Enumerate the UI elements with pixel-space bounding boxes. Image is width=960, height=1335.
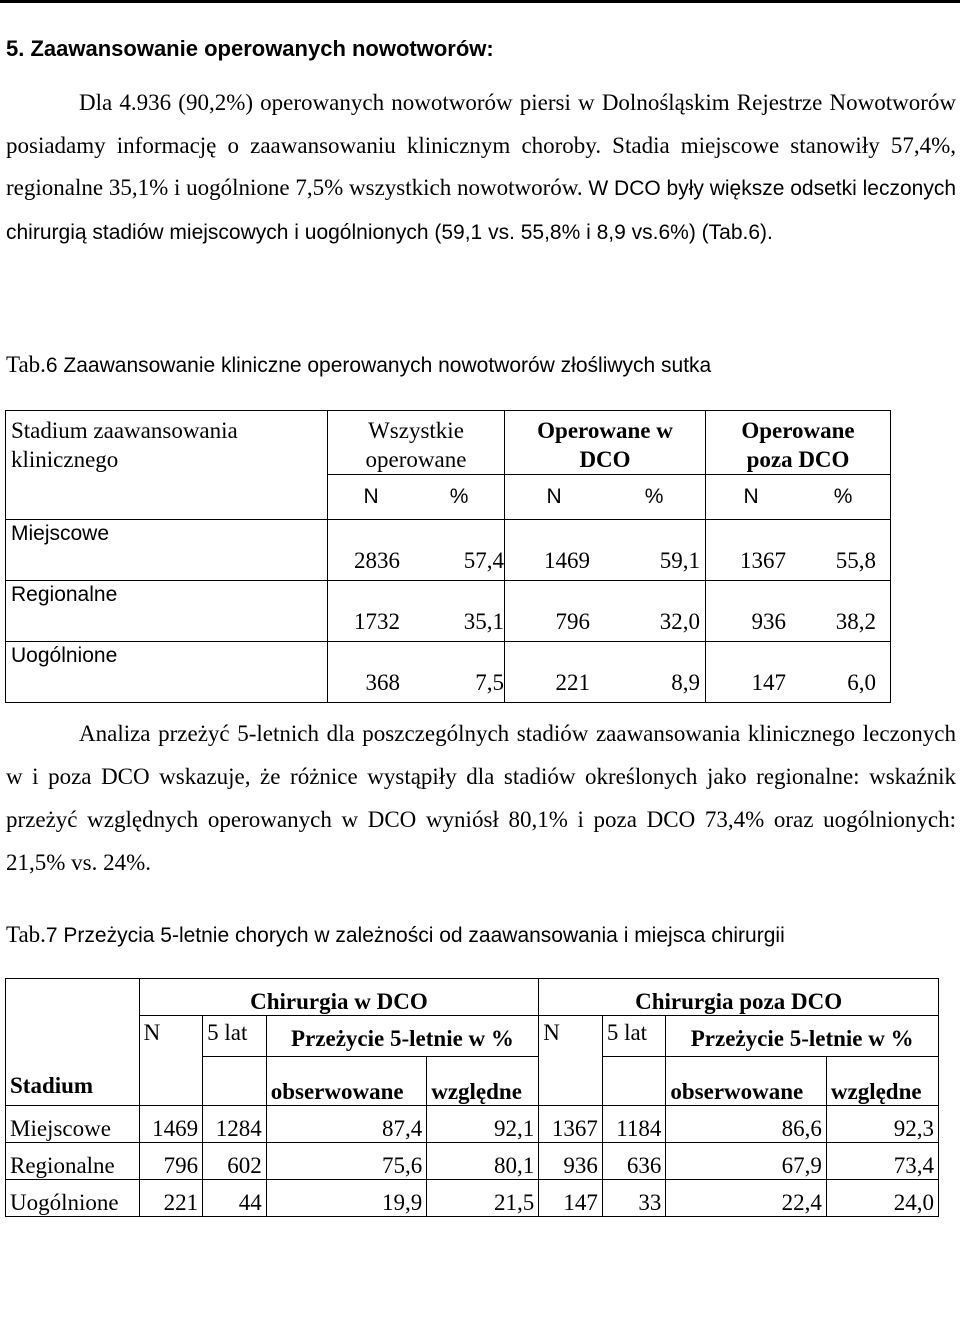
table7-header-n [539,1016,603,1106]
stage-cell [6,520,328,581]
value-n: 1367 [740,548,786,573]
caption-prefix: Tab. [6,922,46,947]
table6-caption [6,352,711,378]
value-n: 2836 [354,548,400,573]
value-cell [427,1106,539,1143]
table7-header-obs [266,1057,427,1106]
header-text: N [543,1020,560,1045]
table7 [5,978,939,1217]
header-text: Chirurgia poza DCO [635,989,843,1014]
stage-cell [6,1180,140,1217]
header-text: N [143,1020,161,1045]
value-pct: 8,9 [671,670,700,695]
value-cell [328,520,505,581]
table-row [6,520,891,581]
sub-pct: % [833,485,853,508]
value-cell [139,1143,203,1180]
paragraph-intro [6,82,956,254]
caption-prefix: Tab. [6,352,46,377]
value-cell [505,581,706,642]
table7-header-n [139,1016,203,1106]
table6-sub-all [328,475,505,520]
stage-label: Uogólnione [11,644,118,667]
value-cell [826,1180,938,1217]
value: 22,4 [781,1190,822,1215]
header-text: Wszystkie operowane [365,418,467,472]
table7-empty [602,1057,666,1106]
value-cell [602,1106,666,1143]
value-pct: 6,0 [847,670,876,695]
value-pct: 35,1 [463,609,504,634]
table7-header-5lat [203,1016,267,1057]
value-cell [505,642,706,703]
paragraph-survival: Analiza przeżyć 5-letnich dla poszczególnych stadiów zaawansowania klinicznego leczonych w i poza DCO wskazuje, że różnice wystąpiły dla stadiów określonych jako regionalne: wskaźnik przeżyć względnych operowanych w DCO wyniósł 80,1% i poza DCO 73,4% oraz uogólnionych: 21,5% vs. 24%. [6,721,956,875]
value-cell [328,642,505,703]
header-text: obserwowane [270,1079,404,1104]
table6 [5,410,891,703]
value-cell [203,1143,267,1180]
value-cell [539,1106,603,1143]
header-text: Operowane poza DCO [741,418,855,472]
value-cell [328,581,505,642]
value-n: 147 [751,670,786,695]
table7-header-rel [826,1057,938,1106]
table6-header-outside [706,411,891,475]
value: 92,1 [494,1116,535,1141]
header-text: Stadium [10,1073,94,1098]
table6-header-row [6,411,891,475]
table-row [6,1180,939,1217]
table6-header-dco [505,411,706,475]
value: 1284 [215,1116,262,1141]
header-text: Operowane w DCO [537,418,673,472]
table6-header-all [328,411,505,475]
value-pct: 32,0 [659,609,700,634]
value: 19,9 [381,1190,423,1215]
header-text: obserwowane [670,1079,804,1104]
header-text: Stadium zaawansowania klinicznego [11,418,238,472]
table7-group-row [6,979,939,1016]
value: 33 [638,1190,662,1215]
header-text: względne [431,1079,522,1104]
value-cell [666,1180,827,1217]
header-text: Przeżycie 5-letnie w % [291,1026,514,1051]
value-pct: 7,5 [475,670,504,695]
sub-pct: % [449,485,469,508]
header-text: względne [830,1079,922,1104]
table6-sub-dco [505,475,706,520]
sub-pct: % [644,485,664,508]
value: 21,5 [494,1190,535,1215]
value: 1469 [152,1116,199,1141]
value-cell [826,1106,938,1143]
value-pct: 38,2 [835,609,876,634]
stage-label: Miejscowe [11,522,110,545]
table7-header-rel [427,1057,539,1106]
value-cell [602,1143,666,1180]
stage-label: Regionalne [10,1153,115,1178]
value-cell [826,1143,938,1180]
stage-label: Uogólnione [10,1190,119,1215]
stage-label: Regionalne [11,583,118,606]
value-cell [706,642,891,703]
header-text: 5 lat [207,1020,248,1045]
table7-caption [6,922,785,948]
top-rule [0,0,960,3]
table7-header-5lat [602,1016,666,1057]
value-cell [505,520,706,581]
sub-n: N [363,485,379,508]
value-cell [666,1106,827,1143]
value-cell [266,1180,427,1217]
value-n: 1732 [354,609,400,634]
value-cell [139,1180,203,1217]
value-cell [266,1143,427,1180]
value: 86,6 [781,1116,822,1141]
value-cell [427,1180,539,1217]
stage-cell [6,1106,140,1143]
value: 24,0 [893,1190,934,1215]
table7-header-survival [666,1016,939,1057]
value: 1367 [551,1116,598,1141]
value: 936 [563,1153,598,1178]
value-pct: 55,8 [835,548,876,573]
value-n: 1469 [544,548,590,573]
paragraph-intro-tail: W DCO były większe odsetki leczonych chirurgią stadiów miejscowych i uogólnionych (59,1 vs. 55,8% i 8,9 vs.6%) (Tab.6). [6,177,957,244]
value: 87,4 [381,1116,423,1141]
header-text: Przeżycie 5-letnie w % [690,1026,914,1051]
section-heading: 5. Zaawansowanie operowanych nowotworów: [6,36,494,61]
table6-sub-outside [706,475,891,520]
stage-cell [6,1143,140,1180]
value: 796 [163,1153,199,1178]
value: 1184 [616,1116,662,1141]
table6-header-stage [6,411,328,520]
value: 147 [563,1190,598,1215]
value: 602 [227,1153,262,1178]
value: 92,3 [893,1116,934,1141]
value-cell [203,1106,267,1143]
value: 221 [163,1190,199,1215]
table-row [6,1106,939,1143]
value-cell [539,1180,603,1217]
value-cell [666,1143,827,1180]
value-n: 936 [751,609,786,634]
caption-text: 6 Zaawansowanie kliniczne operowanych nowotworów złośliwych sutka [45,354,712,377]
header-text: Chirurgia w DCO [250,989,428,1014]
value: 67,9 [781,1153,822,1178]
value: 44 [238,1190,262,1215]
table7-header-survival [266,1016,539,1057]
stage-label: Miejscowe [10,1116,111,1141]
stage-cell [6,642,328,703]
value-cell [602,1180,666,1217]
value: 80,1 [494,1153,535,1178]
value: 75,6 [381,1153,423,1178]
table7-header-obs [666,1057,827,1106]
header-text: 5 lat [606,1020,648,1045]
sub-n: N [546,485,562,508]
paragraph-intro-text: Dla 4.936 (90,2%) operowanych nowotworów piersi w Dolnośląskim Rejestrze Nowotworów posiadamy informację o zaawansowaniu klinicznym choroby. Stadia miejscowe stanowiły 57,4%, regionalne 35,1% i uogólnione 7,5% wszystkich nowotworów. [6,90,956,200]
table-row [6,581,891,642]
value-pct: 57,4 [463,548,504,573]
caption-text: 7 Przeżycia 5-letnie chorych w zależności od zaawansowania i miejsca chirurgii [45,924,785,947]
table7-group-outside [539,979,939,1016]
value-n: 796 [555,609,590,634]
value-cell [706,581,891,642]
value: 636 [626,1153,662,1178]
value-cell [706,520,891,581]
table7-header-stage [6,979,140,1106]
table-row [6,1143,939,1180]
value-cell [427,1143,539,1180]
value-cell [539,1143,603,1180]
value-cell [203,1180,267,1217]
value-n: 221 [555,670,590,695]
value-cell [266,1106,427,1143]
table7-group-dco [139,979,539,1016]
value-n: 368 [365,670,400,695]
stage-cell [6,581,328,642]
table7-empty [203,1057,267,1106]
value-pct: 59,1 [659,548,700,573]
table-row [6,642,891,703]
sub-n: N [743,485,759,508]
value: 73,4 [893,1153,934,1178]
value-cell [139,1106,203,1143]
